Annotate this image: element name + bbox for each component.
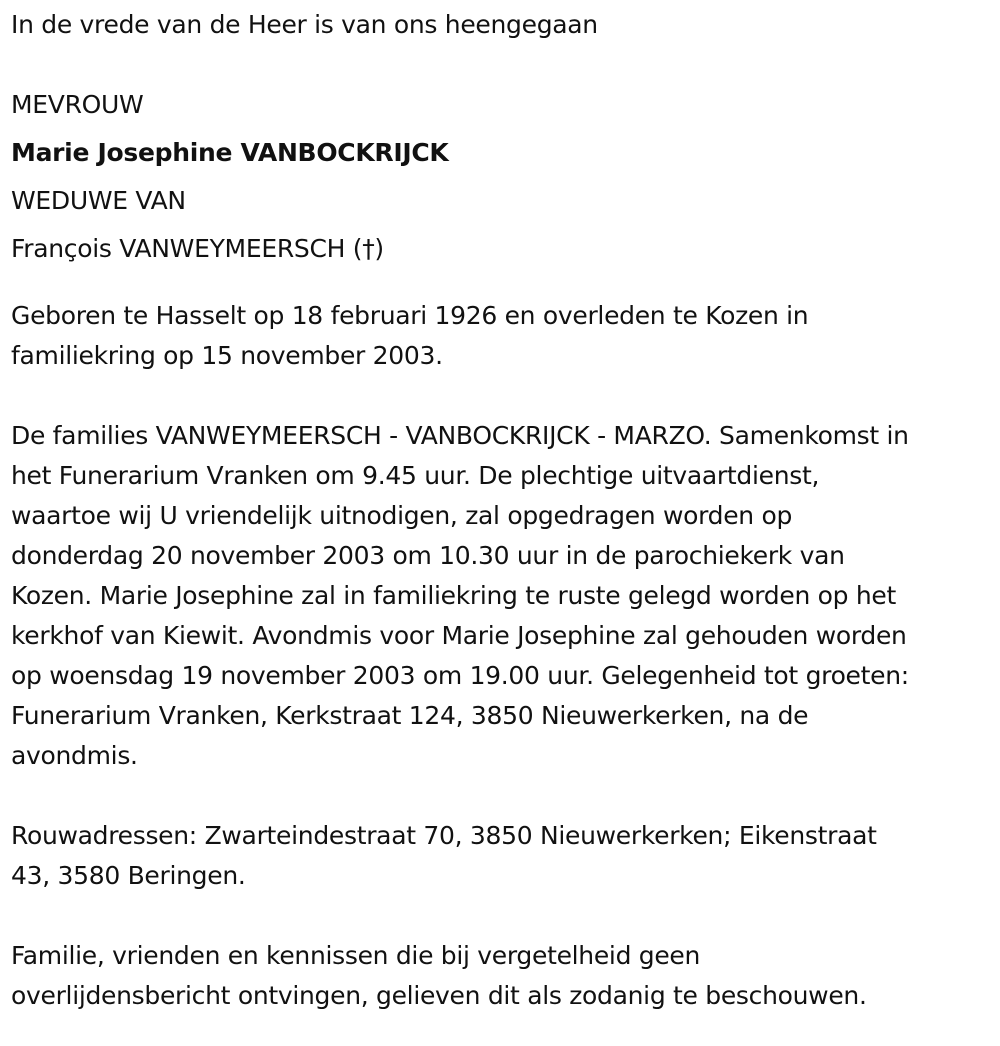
salutation: MEVROUW [11, 90, 144, 119]
paragraph-line: kerkhof van Kiewit. Avondmis voor Marie Josephine zal gehouden worden [11, 621, 907, 650]
paragraph-line: op woensdag 19 november 2003 om 19.00 uur. Gelegenheid tot groeten: [11, 661, 909, 690]
paragraph-line: Familie, vrienden en kennissen die bij vergetelheid geen [11, 941, 701, 970]
paragraph-line: avondmis. [11, 741, 138, 770]
closing-paragraph [11, 936, 991, 1016]
paragraph-line: Kozen. Marie Josephine zal in familiekring te ruste gelegd worden op het [11, 581, 896, 610]
ceremony-paragraph [11, 416, 991, 776]
paragraph-line: Rouwadressen: Zwarteindestraat 70, 3850 Nieuwerkerken; Eikenstraat [11, 821, 877, 850]
paragraph-line: 43, 3580 Beringen. [11, 861, 246, 890]
paragraph-line: het Funerarium Vranken om 9.45 uur. De plechtige uitvaartdienst, [11, 461, 820, 490]
paragraph-line: familiekring op 15 november 2003. [11, 341, 443, 370]
paragraph-line: donderdag 20 november 2003 om 10.30 uur in de parochiekerk van [11, 541, 845, 570]
death-notice [11, 0, 991, 1016]
paragraph-line: Funerarium Vranken, Kerkstraat 124, 3850 Nieuwerkerken, na de [11, 701, 809, 730]
intro-line: In de vrede van de Heer is van ons heengegaan [11, 10, 598, 39]
widow-label: WEDUWE VAN [11, 186, 186, 215]
birth-death-paragraph [11, 296, 991, 376]
addresses-paragraph [11, 816, 991, 896]
paragraph-line: waartoe wij U vriendelijk uitnodigen, zal opgedragen worden op [11, 501, 793, 530]
paragraph-line: Geboren te Hasselt op 18 februari 1926 en overleden te Kozen in [11, 301, 809, 330]
deceased-name: Marie Josephine VANBOCKRIJCK [11, 138, 449, 167]
paragraph-line: overlijdensbericht ontvingen, gelieven dit als zodanig te beschouwen. [11, 981, 867, 1010]
paragraph-line: De families VANWEYMEERSCH - VANBOCKRIJCK - MARZO. Samenkomst in [11, 421, 909, 450]
spouse-name: François VANWEYMEERSCH (†) [11, 234, 384, 263]
